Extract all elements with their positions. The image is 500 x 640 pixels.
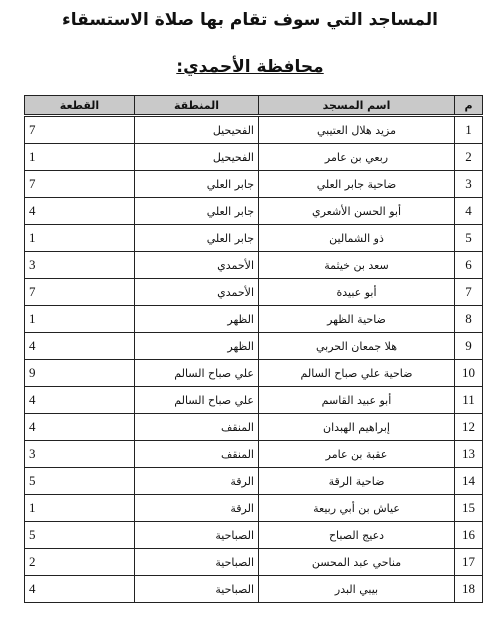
cell-region: علي صباح السالم: [135, 360, 259, 387]
cell-block: 5: [25, 522, 135, 549]
cell-mosque-name: ذو الشمالين: [259, 225, 455, 252]
cell-mosque-name: ضاحية علي صباح السالم: [259, 360, 455, 387]
cell-number: 3: [455, 171, 483, 198]
table-row: [25, 414, 483, 441]
cell-number: 4: [455, 198, 483, 225]
table-row: [25, 360, 483, 387]
table-row: [25, 333, 483, 360]
cell-mosque-name: أبو عبيد القاسم: [259, 387, 455, 414]
table-row: [25, 576, 483, 603]
cell-mosque-name: أبو الحسن الأشعري: [259, 198, 455, 225]
cell-number: 12: [455, 414, 483, 441]
cell-region: الفحيحيل: [135, 144, 259, 171]
cell-block: 1: [25, 144, 135, 171]
cell-region: الصباحية: [135, 576, 259, 603]
cell-number: 13: [455, 441, 483, 468]
cell-mosque-name: ضاحية جابر العلي: [259, 171, 455, 198]
table-row: [25, 198, 483, 225]
cell-mosque-name: مزيد هلال العتيبي: [259, 116, 455, 144]
cell-region: الرقة: [135, 495, 259, 522]
cell-number: 8: [455, 306, 483, 333]
cell-block: 1: [25, 225, 135, 252]
table-row: [25, 306, 483, 333]
cell-number: 9: [455, 333, 483, 360]
table-row: [25, 116, 483, 144]
cell-block: 5: [25, 468, 135, 495]
cell-block: 4: [25, 333, 135, 360]
table-row: [25, 549, 483, 576]
cell-region: الرقة: [135, 468, 259, 495]
table-body: [25, 116, 483, 603]
cell-number: 15: [455, 495, 483, 522]
cell-number: 18: [455, 576, 483, 603]
cell-block: 4: [25, 198, 135, 225]
cell-block: 7: [25, 279, 135, 306]
cell-region: جابر العلي: [135, 225, 259, 252]
cell-block: 4: [25, 576, 135, 603]
table-header: [25, 96, 483, 116]
cell-number: 5: [455, 225, 483, 252]
cell-block: 3: [25, 252, 135, 279]
header-number: م: [455, 96, 483, 116]
cell-number: 2: [455, 144, 483, 171]
cell-block: 2: [25, 549, 135, 576]
mosques-table: [24, 95, 483, 603]
cell-number: 14: [455, 468, 483, 495]
cell-mosque-name: ضاحية الرقة: [259, 468, 455, 495]
document-title: المساجد التي سوف تقام بها صلاة الاستسقاء: [62, 10, 438, 30]
cell-block: 7: [25, 116, 135, 144]
cell-number: 7: [455, 279, 483, 306]
table-row: [25, 522, 483, 549]
cell-mosque-name: سعد بن خيثمة: [259, 252, 455, 279]
cell-mosque-name: مناحي عبد المحسن: [259, 549, 455, 576]
cell-block: 1: [25, 495, 135, 522]
cell-region: علي صباح السالم: [135, 387, 259, 414]
cell-region: المنقف: [135, 441, 259, 468]
header-mosque-name: اسم المسجد: [259, 96, 455, 116]
cell-block: 7: [25, 171, 135, 198]
cell-mosque-name: عياش بن أبي ربيعة: [259, 495, 455, 522]
cell-region: المنقف: [135, 414, 259, 441]
cell-number: 16: [455, 522, 483, 549]
cell-block: 3: [25, 441, 135, 468]
cell-mosque-name: إبراهيم الهبدان: [259, 414, 455, 441]
table-row: [25, 387, 483, 414]
cell-mosque-name: دعيج الصباح: [259, 522, 455, 549]
cell-region: الفحيحيل: [135, 116, 259, 144]
table-row: [25, 468, 483, 495]
table-row: [25, 225, 483, 252]
cell-mosque-name: عقبة بن عامر: [259, 441, 455, 468]
cell-mosque-name: ضاحية الظهر: [259, 306, 455, 333]
cell-block: 1: [25, 306, 135, 333]
table-row: [25, 279, 483, 306]
cell-region: الأحمدي: [135, 279, 259, 306]
cell-number: 10: [455, 360, 483, 387]
cell-region: الأحمدي: [135, 252, 259, 279]
table-row: [25, 252, 483, 279]
table-row: [25, 495, 483, 522]
cell-mosque-name: بيبي البدر: [259, 576, 455, 603]
header-region: المنطقة: [135, 96, 259, 116]
header-block: القطعة: [25, 96, 135, 116]
cell-block: 4: [25, 414, 135, 441]
cell-region: الصباحية: [135, 549, 259, 576]
cell-number: 17: [455, 549, 483, 576]
cell-mosque-name: ربعي بن عامر: [259, 144, 455, 171]
cell-number: 1: [455, 116, 483, 144]
table-row: [25, 144, 483, 171]
cell-region: الظهر: [135, 306, 259, 333]
cell-number: 11: [455, 387, 483, 414]
table-row: [25, 441, 483, 468]
cell-mosque-name: أبو عبيدة: [259, 279, 455, 306]
cell-block: 4: [25, 387, 135, 414]
cell-region: جابر العلي: [135, 171, 259, 198]
cell-region: جابر العلي: [135, 198, 259, 225]
document-subtitle: محافظة الأحمدي:: [176, 57, 324, 77]
cell-number: 6: [455, 252, 483, 279]
table-row: [25, 171, 483, 198]
cell-region: الصباحية: [135, 522, 259, 549]
cell-block: 9: [25, 360, 135, 387]
cell-region: الظهر: [135, 333, 259, 360]
cell-mosque-name: هلا جمعان الحربي: [259, 333, 455, 360]
